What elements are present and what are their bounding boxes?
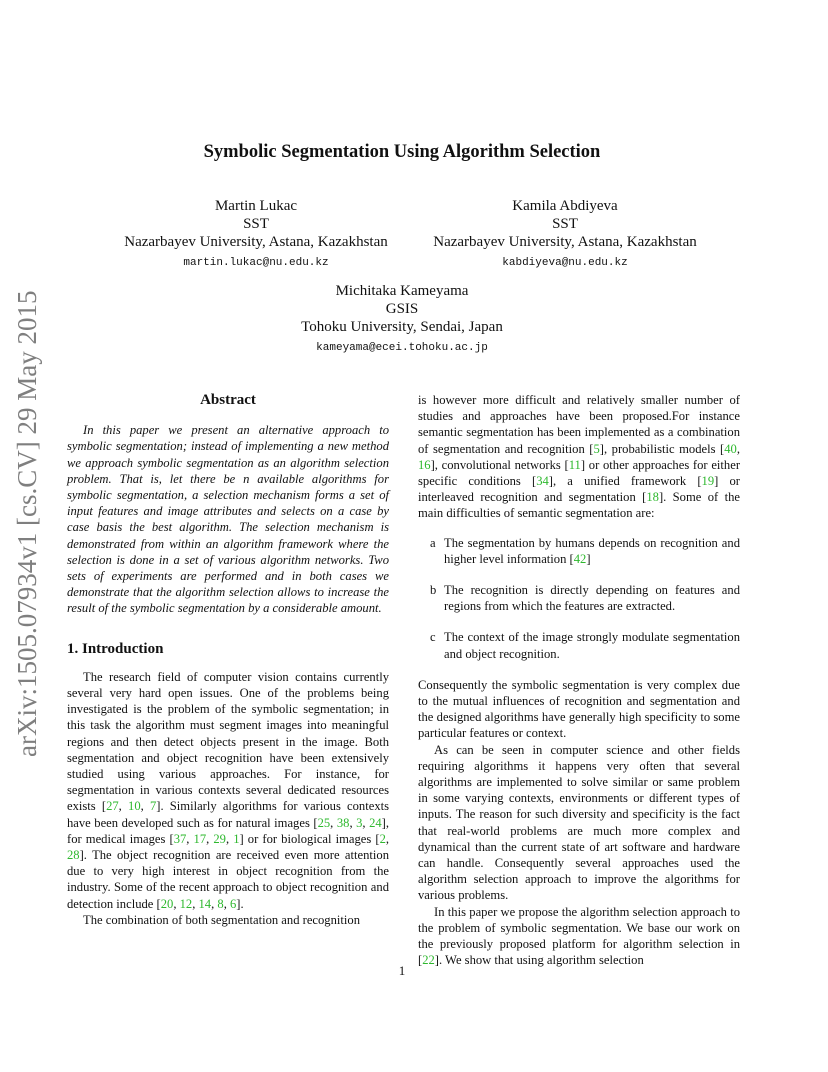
citation-link[interactable]: 6 [229,896,237,911]
intro-paragraph-4: As can be seen in computer science and other fields requiring algorithms it happens very often that several algorithms are implemented to solve similar or same problem in some varying contexts, environments or different types of inputs. The reason for such diversity and specificity is the fact that real-world problems are much more complex and dynamical than the current state of art software and hardware can handle. Consequently several approaches used the algorithm selection approach to improve the algorithms for various problems. [418,742,740,903]
list-item [430,629,740,661]
list-label: a [430,535,436,550]
author-name: Kamila Abdiyeva [512,198,618,214]
citation-link[interactable]: 12 [179,896,193,911]
citation-link[interactable]: 27 [106,799,119,814]
citation-link[interactable]: 19 [701,474,715,489]
author-email: martin.lukac@nu.edu.kz [183,257,329,269]
citation-link[interactable]: 14 [198,896,212,911]
citation-link[interactable]: 25 [317,815,331,830]
citation-link[interactable]: 11 [568,457,581,472]
paper-title: Symbolic Segmentation Using Algorithm Selection [203,142,601,162]
abstract-text: In this paper we present an alternative approach to symbolic segmentation; instead of implementing a new method we approach symbolic segmentation as an algorithm selection problem. That is, let there be n available algorithms for symbolic segmentation, a selection mechanism forms a set of input features and image attributes and selects on a case by case basis the best algorithm. The selection mechanism is demonstrated from within an algorithm framework where the selection is done in a set of various algorithm networks. Two sets of experiments are performed and in both cases we demonstrate that the algorithm selection allows to increase the result of the symbolic segmentation by a considerable amount. [67,423,389,616]
list-label: c [430,630,436,645]
right-column [418,392,740,969]
author-affiliation: Nazarbayev University, Astana, Kazakhstan [124,234,388,250]
citation-link[interactable]: 24 [369,815,382,830]
page-number: 1 [398,963,406,978]
author-dept: SST [552,216,578,232]
citation-link[interactable]: 38 [336,815,350,830]
list-text: The recognition is directly depending on features and regions from which the features are extracted. [444,583,740,614]
intro-paragraph-3: Consequently the symbolic segmentation is very complex due to the mutual influences of recognition and segmentation and the designed algorithms have generally high specificity to some particular features or context. [418,677,740,741]
difficulties-list [418,535,740,662]
citation-link[interactable]: 8 [217,896,224,911]
author-block-2 [395,197,735,272]
abstract-heading: Abstract [200,392,256,408]
author-email: kabdiyeva@nu.edu.kz [502,257,628,269]
section-heading: 1. Introduction [67,640,164,657]
author-dept: GSIS [385,301,419,317]
left-column [67,392,389,928]
citation-link[interactable]: 28 [67,848,80,863]
author-name: Michitaka Kameyama [335,283,469,299]
intro-paragraph-5: In this paper we propose the algorithm selection approach to the problem of symbolic segmentation. We base our work on the previously proposed platform for algorithm selection in [22]. We show that using algorithm selection [418,904,740,968]
citation-link[interactable]: 3 [356,815,363,830]
author-dept: SST [243,216,269,232]
citation-link[interactable]: 37 [173,831,187,846]
citation-link[interactable]: 42 [573,551,587,566]
citation-link[interactable]: 29 [213,831,226,846]
citation-link[interactable]: 22 [422,953,435,968]
citation-link[interactable]: 18 [646,490,659,505]
list-item [430,582,740,614]
citation-link[interactable]: 40 [724,441,737,456]
citation-link[interactable]: 2 [379,831,386,846]
intro-paragraph-1: The research field of computer vision contains currently several very hard open issues. One of the problems being investigated is the problem of the symbolic segmentation; in this task the algorithm must segment images into meaningful regions and then detect objects present in the image. Both segmentation and object recognition have been extensively studied using various approaches. For instance, for segmentation in various contexts several dedicated resources exists [27, 10, 7]. Similarly algorithms for various contexts have been developed such as for natural images [25, 38, 3, 24], for medical images [37, 17, 29, 1] or for biological images [2, 28]. The object recognition are received even more attention due to very high interest in object recognition from the industry. Some of the recent approach to object recognition and detection include [20, 12, 14, 8, 6]. [67,669,390,911]
author-affiliation: Tohoku University, Sendai, Japan [301,319,503,335]
author-block-1 [71,197,441,272]
citation-link[interactable]: 5 [593,441,600,456]
citation-link[interactable]: 16 [418,457,431,472]
citation-link[interactable]: 10 [128,799,141,814]
intro-paragraph-2-cont: is however more difficult and relatively smaller number of studies and approaches have been proposed.For instance semantic segmentation has been implemented as a combination of segmentation and recognition [5], probabilistic models [40, 16], convolutional networks [11] or other approaches for either specific conditions [34], a unified framework [19] or interleaved recognition and segmentation [18]. Some of the main difficulties of semantic segmentation are: [418,393,741,521]
citation-link[interactable]: 7 [149,799,157,814]
author-email: kameyama@ecei.tohoku.ac.jp [316,342,488,354]
author-affiliation: Nazarbayev University, Astana, Kazakhstan [433,234,697,250]
citation-link[interactable]: 34 [536,474,549,489]
citation-link[interactable]: 20 [160,896,174,911]
author-block-3 [222,282,582,357]
list-item [430,535,740,567]
list-text: The context of the image strongly modulate segmentation and object recognition. [444,630,740,661]
arxiv-stamp: arXiv:1505.07934v1 [cs.CV] 29 May 2015 [12,290,42,757]
author-name: Martin Lukac [214,198,298,214]
intro-paragraph-2-start: The combination of both segmentation and recognition [83,912,360,927]
citation-link[interactable]: 1 [233,831,240,846]
list-text: The segmentation by humans depends on recognition and higher level information [42] [444,535,740,566]
list-label: b [430,583,437,598]
citation-link[interactable]: 17 [193,831,207,846]
